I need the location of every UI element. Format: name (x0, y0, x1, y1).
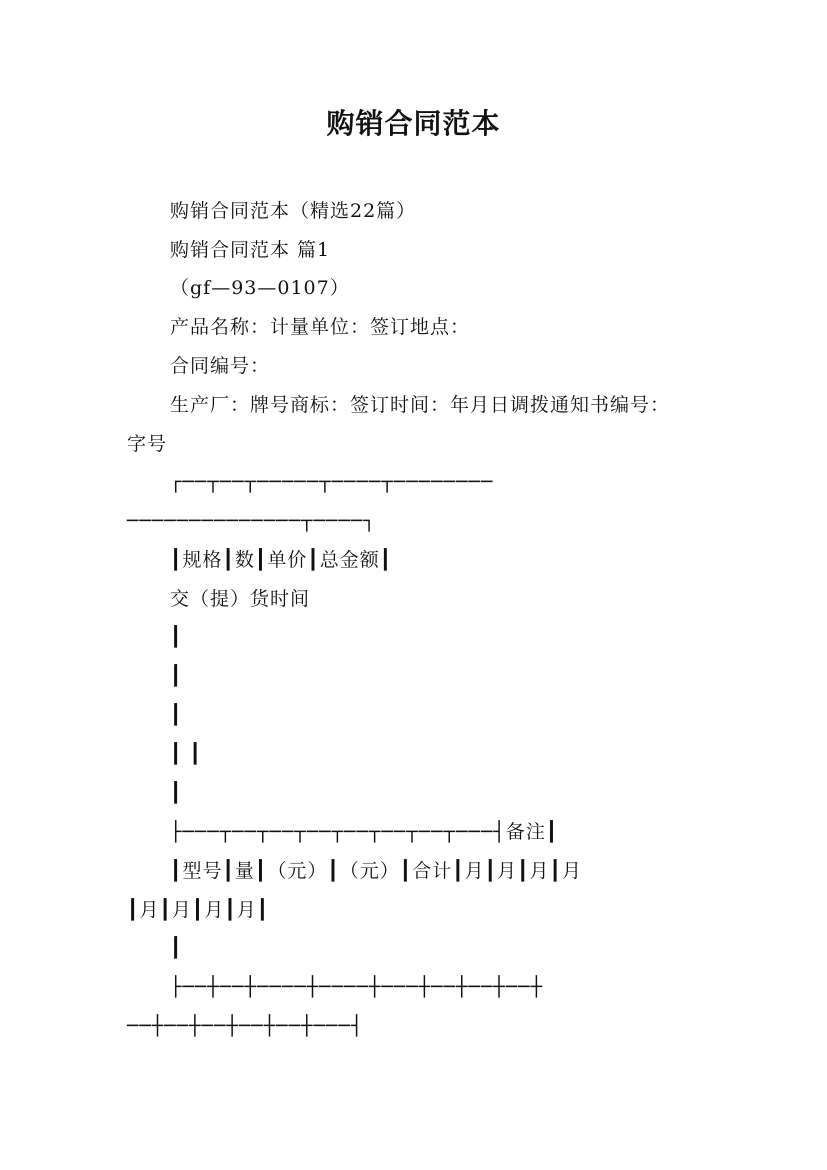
table-border-line: ├───┬──┬──┬──┬──┬──┬──┬───┤备注┃ (170, 821, 559, 843)
table-border-line: ──┼──┼──┼──┼──┼───┤ (127, 1015, 364, 1037)
table-border-line: ┃ (170, 937, 183, 959)
text-line: 购销合同范本（精选22篇） (170, 200, 417, 222)
table-border-line: ┃ (170, 665, 183, 687)
text-line: 合同编号： (170, 355, 271, 377)
table-header-line: ┃型号┃量┃（元）┃（元）┃合计┃月┃月┃月┃月 (170, 860, 582, 882)
table-border-line: ┃ (170, 704, 183, 726)
table-border-line: ┌──┬──┬─────┬────┬──────── (170, 471, 494, 493)
table-border-line: ┃ (170, 782, 183, 804)
table-header-line: ┃月┃月┃月┃月┃ (127, 899, 270, 921)
text-line: 购销合同范本 篇1 (170, 239, 331, 261)
text-line: （gf—93—0107） (170, 277, 350, 299)
text-line: 字号 (127, 433, 168, 455)
text-line: 生产厂：牌号商标：签订时间：年月日调拨通知书编号： (170, 394, 671, 416)
document-title: 购销合同范本 (326, 107, 501, 140)
table-border-line: ┃ ┃ (170, 743, 202, 765)
table-border-line: ┃ (170, 626, 183, 648)
text-line: 产品名称：计量单位：签订地点： (170, 316, 471, 338)
text-line: 交（提）货时间 (170, 588, 311, 610)
table-border-line: ├──┼──┼────┼────┼───┼──┼──┼──┼ (170, 976, 544, 998)
table-border-line: ──────────────┬────┐ (127, 510, 376, 532)
table-header-line: ┃规格┃数┃单价┃总金额┃ (170, 549, 393, 571)
